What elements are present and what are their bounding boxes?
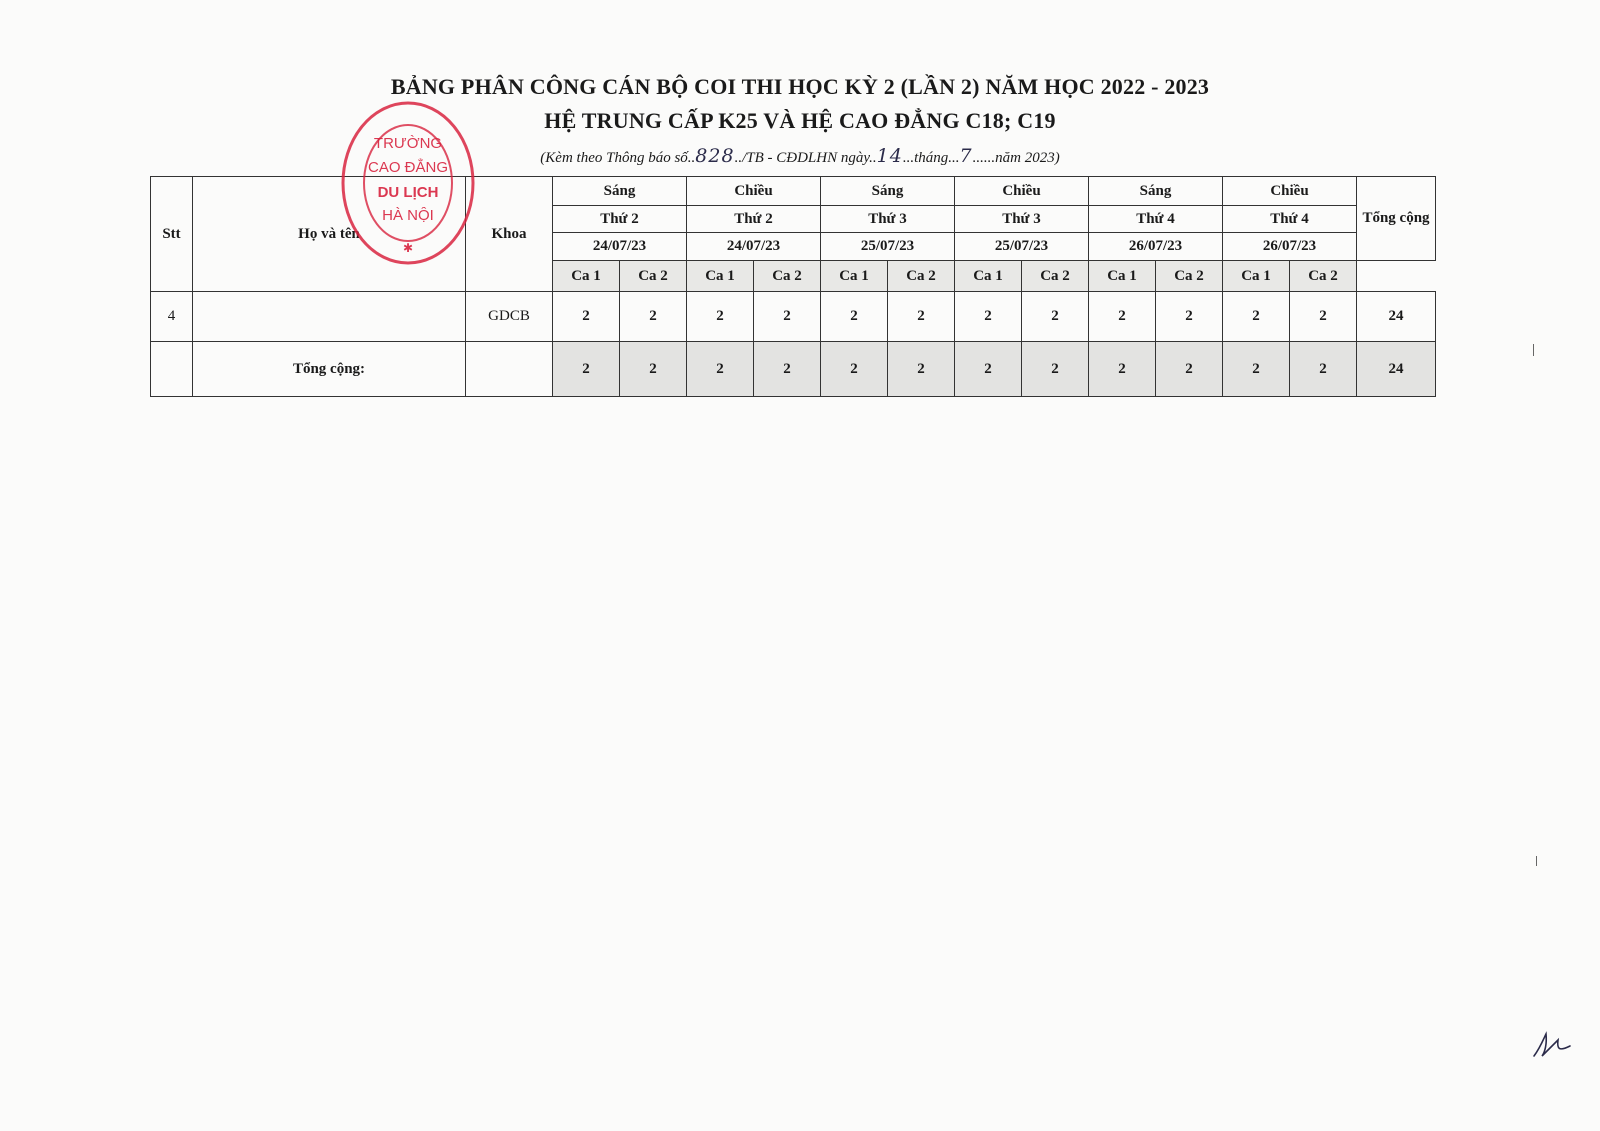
cell-total-value: 2 xyxy=(754,342,821,397)
cell-total-value: 2 xyxy=(821,342,888,397)
cell-khoa: GDCB xyxy=(466,292,553,342)
header-session-period: Sáng xyxy=(553,177,687,206)
header-shift: Ca 2 xyxy=(1022,261,1089,292)
edge-mark xyxy=(1533,344,1534,356)
header-session-date: 25/07/23 xyxy=(955,233,1089,261)
header-shift: Ca 2 xyxy=(888,261,955,292)
total-row xyxy=(151,342,1436,397)
cell-shift-value: 2 xyxy=(1089,292,1156,342)
cell-empty xyxy=(466,342,553,397)
signature-initials xyxy=(1530,1030,1574,1060)
stamp-line-1: TRƯỜNG xyxy=(373,135,443,152)
stamp-line-4: HÀ NỘI xyxy=(382,207,434,224)
total-label: Tổng cộng: xyxy=(193,342,466,397)
header-session-date: 24/07/23 xyxy=(553,233,687,261)
edge-mark xyxy=(1536,856,1537,866)
reference-text-1: (Kèm theo Thông báo số.. xyxy=(540,150,696,166)
header-session-day: Thứ 3 xyxy=(955,206,1089,233)
header-session-date: 26/07/23 xyxy=(1223,233,1357,261)
header-session-period: Sáng xyxy=(1089,177,1223,206)
cell-total-value: 2 xyxy=(620,342,687,397)
cell-shift-value: 2 xyxy=(1022,292,1089,342)
header-khoa: Khoa xyxy=(466,177,553,292)
header-shift: Ca 2 xyxy=(754,261,821,292)
cell-shift-value: 2 xyxy=(1156,292,1223,342)
handwritten-number: 828 xyxy=(695,145,735,167)
header-session-period: Sáng xyxy=(821,177,955,206)
cell-shift-value: 2 xyxy=(1223,292,1290,342)
handwritten-day: 14 xyxy=(876,145,903,167)
cell-total-value: 2 xyxy=(955,342,1022,397)
header-session-period: Chiều xyxy=(687,177,821,206)
header-session-date: 24/07/23 xyxy=(687,233,821,261)
header-shift: Ca 1 xyxy=(1223,261,1290,292)
cell-empty xyxy=(151,342,193,397)
cell-shift-value: 2 xyxy=(1290,292,1357,342)
reference-text-3: ...tháng... xyxy=(902,150,960,166)
assignment-table xyxy=(150,176,1436,397)
table-row xyxy=(151,292,1436,342)
document-subtitle-title: HỆ TRUNG CẤP K25 VÀ HỆ CAO ĐẲNG C18; C19 xyxy=(544,108,1056,133)
header-shift: Ca 2 xyxy=(1156,261,1223,292)
header-session-day: Thứ 2 xyxy=(687,206,821,233)
cell-total-value: 2 xyxy=(1290,342,1357,397)
header-stt: Stt xyxy=(151,177,193,292)
header-session-day: Thứ 2 xyxy=(553,206,687,233)
cell-total-value: 2 xyxy=(1223,342,1290,397)
cell-name xyxy=(193,292,466,342)
header-session-day: Thứ 3 xyxy=(821,206,955,233)
handwritten-month: 7 xyxy=(959,145,973,167)
header-shift: Ca 2 xyxy=(620,261,687,292)
stamp-star-icon: ✱ xyxy=(402,241,414,255)
header-name: Họ và tên xyxy=(193,177,466,292)
header-shift: Ca 1 xyxy=(1089,261,1156,292)
cell-total-value: 2 xyxy=(1022,342,1089,397)
cell-shift-value: 2 xyxy=(821,292,888,342)
header-session-date: 25/07/23 xyxy=(821,233,955,261)
cell-shift-value: 2 xyxy=(888,292,955,342)
header-shift: Ca 1 xyxy=(553,261,620,292)
cell-total-value: 2 xyxy=(1089,342,1156,397)
header-shift: Ca 1 xyxy=(955,261,1022,292)
cell-shift-value: 2 xyxy=(754,292,821,342)
cell-grand-total: 24 xyxy=(1357,342,1436,397)
header-session-day: Thứ 4 xyxy=(1223,206,1357,233)
cell-shift-value: 2 xyxy=(553,292,620,342)
header-row-period xyxy=(151,177,1436,206)
cell-shift-value: 2 xyxy=(687,292,754,342)
cell-shift-value: 2 xyxy=(620,292,687,342)
header-shift: Ca 1 xyxy=(821,261,888,292)
cell-total-value: 2 xyxy=(888,342,955,397)
cell-stt: 4 xyxy=(151,292,193,342)
cell-shift-value: 2 xyxy=(955,292,1022,342)
reference-text-2: ../TB - CĐDLHN ngày.. xyxy=(734,150,877,166)
header-total: Tổng cộng xyxy=(1357,177,1436,261)
header-session-date: 26/07/23 xyxy=(1089,233,1223,261)
cell-row-total: 24 xyxy=(1357,292,1436,342)
header-session-period: Chiều xyxy=(955,177,1089,206)
stamp-line-3: DU LỊCH xyxy=(377,184,439,201)
header-shift: Ca 1 xyxy=(687,261,754,292)
document-title: BẢNG PHÂN CÔNG CÁN BỘ COI THI HỌC KỲ 2 (LẦN 2) NĂM HỌC 2022 - 2023 xyxy=(390,74,1210,99)
header-session-day: Thứ 4 xyxy=(1089,206,1223,233)
header-session-period: Chiều xyxy=(1223,177,1357,206)
stamp-line-2: CAO ĐẲNG xyxy=(367,159,449,176)
cell-total-value: 2 xyxy=(553,342,620,397)
cell-total-value: 2 xyxy=(1156,342,1223,397)
reference-text-4: ......năm 2023) xyxy=(972,150,1060,166)
cell-total-value: 2 xyxy=(687,342,754,397)
header-shift: Ca 2 xyxy=(1290,261,1357,292)
document-reference-line xyxy=(0,145,1600,167)
